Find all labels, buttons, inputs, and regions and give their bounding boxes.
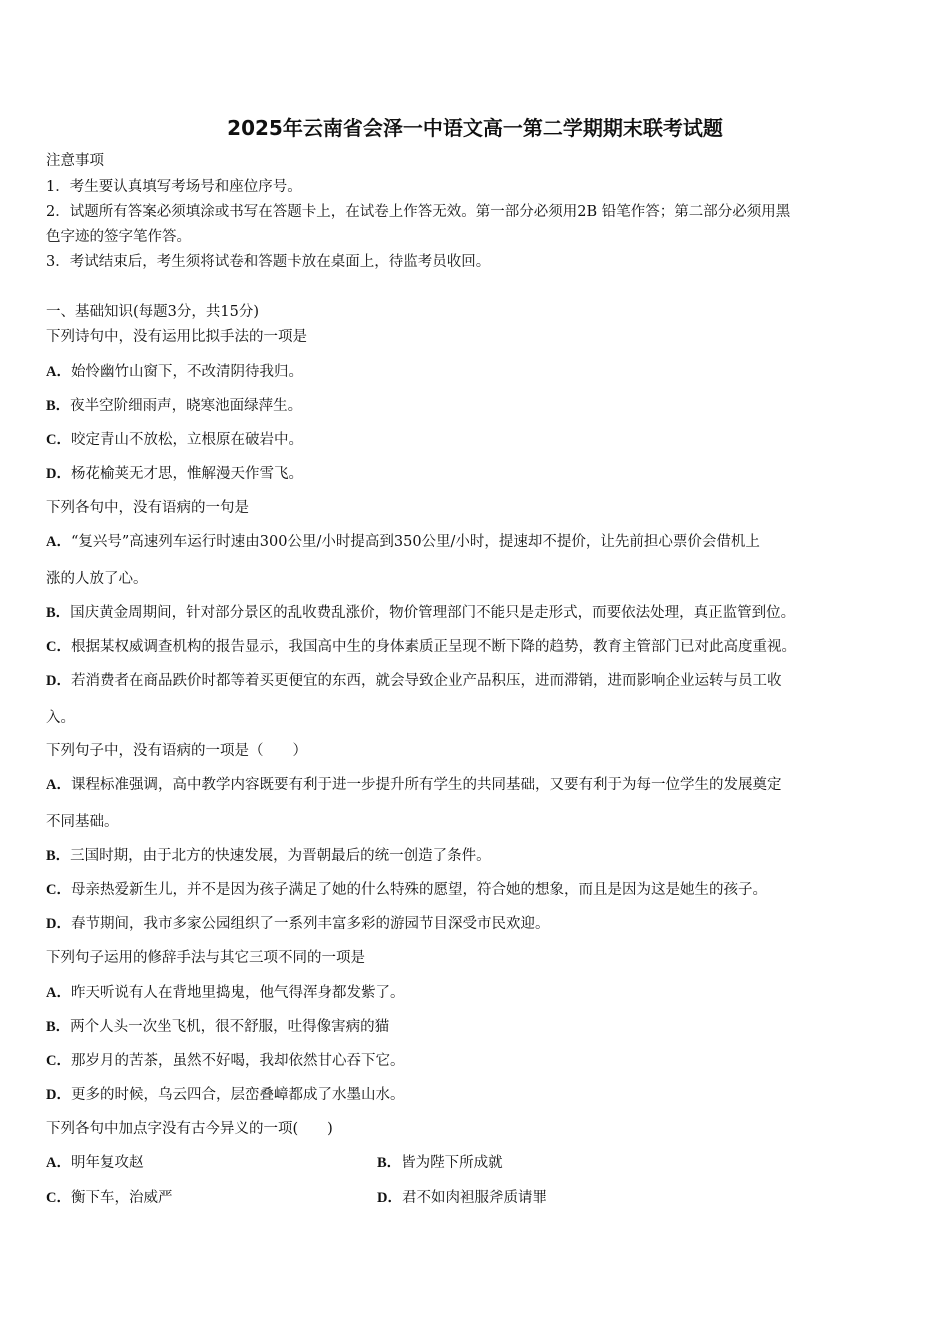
- option-letter: D．: [46, 466, 71, 482]
- option-text: 明年复攻赵: [70, 1155, 144, 1171]
- page-title: 2025年云南省会泽一中语文高一第二学期期末联考试题: [227, 116, 723, 140]
- option-text: 春节期间，我市多家公园组织了一系列丰富多彩的游园节目深受市民欢迎。: [70, 916, 550, 932]
- option: [46, 362, 303, 382]
- option: [46, 1188, 172, 1208]
- option-text: 更多的时候，乌云四合，层峦叠嶂都成了水墨山水。: [70, 1087, 405, 1103]
- option: [46, 775, 781, 795]
- option-letter: C．: [46, 432, 71, 448]
- option: [46, 1051, 404, 1071]
- option-text: 那岁月的苦茶，虽然不好喝，我却依然甘心吞下它。: [70, 1053, 405, 1069]
- option-text: 杨花榆荚无才思，惟解漫天作雪飞。: [70, 466, 303, 482]
- option-letter: C．: [46, 1053, 71, 1069]
- question-stem: 下列各句中，没有语病的一句是: [46, 500, 249, 516]
- option: [46, 1153, 143, 1173]
- option: [46, 603, 795, 623]
- option: [46, 846, 491, 866]
- option-text: 皆为陛下所成就: [401, 1155, 503, 1171]
- option-text: 昨天听说有人在背地里捣鬼，他气得浑身都发紫了。: [70, 985, 405, 1001]
- option: [46, 637, 796, 657]
- option: [46, 430, 303, 450]
- option-letter: B．: [377, 1155, 402, 1171]
- question-stem: 下列诗句中，没有运用比拟手法的一项是: [46, 329, 307, 345]
- notice-item: 色字迹的签字笔作答。: [46, 229, 191, 245]
- option-text: “复兴号”高速列车运行时速由300公里/小时提高到350公里/小时，提速却不提价，让先前担心票价会借机上: [70, 534, 760, 550]
- option-letter: A．: [46, 985, 71, 1001]
- question-stem: 下列各句中加点字没有古今异义的一项( ): [46, 1121, 333, 1137]
- option-text: 国庆黄金周期间，针对部分景区的乱收费乱涨价，物价管理部门不能只是走形式，而要依法处理，真正监管到位。: [70, 605, 796, 621]
- notice-item: 3．考试结束后，考生须将试卷和答题卡放在桌面上，待监考员收回。: [46, 254, 491, 270]
- option-letter: B．: [46, 1019, 71, 1035]
- option-letter: A．: [46, 534, 71, 550]
- option-letter: B．: [46, 398, 71, 414]
- option: [46, 1085, 404, 1105]
- option-text: 课程标准强调，高中教学内容既要有利于进一步提升所有学生的共同基础，又要有利于为每一位学生的发展奠定: [70, 777, 782, 793]
- option-letter: B．: [46, 848, 71, 864]
- option-letter: B．: [46, 605, 71, 621]
- option-letter: D．: [46, 916, 71, 932]
- option-letter: A．: [46, 364, 71, 380]
- option: [46, 1017, 389, 1037]
- option-letter: C．: [46, 882, 71, 898]
- option-letter: A．: [46, 1155, 71, 1171]
- option-letter: C．: [46, 1190, 71, 1206]
- option: [46, 671, 781, 691]
- notice-item: 1．考生要认真填写考场号和座位序号。: [46, 179, 302, 195]
- option-letter: D．: [46, 1087, 71, 1103]
- notice-heading: 注意事项: [46, 153, 104, 169]
- option: [46, 880, 767, 900]
- option-continuation: 入。: [46, 710, 75, 726]
- option: [377, 1188, 547, 1208]
- option-text: 母亲热爱新生儿，并不是因为孩子满足了她的什么特殊的愿望，符合她的想象，而且是因为这是她生的孩子。: [70, 882, 767, 898]
- option-letter: C．: [46, 639, 71, 655]
- option: [46, 396, 302, 416]
- section-heading: 一、基础知识(每题3分，共15分): [46, 304, 259, 320]
- question-stem: 下列句子运用的修辞手法与其它三项不同的一项是: [46, 950, 365, 966]
- option-text: 夜半空阶细雨声，晓寒池面绿萍生。: [70, 398, 303, 414]
- option-text: 两个人头一次坐飞机，很不舒服，吐得像害病的猫: [70, 1019, 390, 1035]
- option-letter: D．: [46, 673, 71, 689]
- option-letter: A．: [46, 777, 71, 793]
- option: [46, 983, 404, 1003]
- question-stem: 下列句子中，没有语病的一项是（ ）: [46, 743, 307, 759]
- option: [46, 532, 760, 552]
- option-continuation: 不同基础。: [46, 814, 119, 830]
- option-text: 根据某权威调查机构的报告显示，我国高中生的身体素质正呈现不断下降的趋势，教育主管部门已对此高度重视。: [70, 639, 796, 655]
- option-letter: D．: [377, 1190, 402, 1206]
- option: [46, 464, 303, 484]
- notice-item: 2．试题所有答案必须填涂或书写在答题卡上，在试卷上作答无效。第一部分必须用2B 铅笔作答；第二部分必须用黑: [46, 204, 791, 220]
- option-text: 君不如肉袒服斧质请罪: [401, 1190, 547, 1206]
- option-text: 若消费者在商品跌价时都等着买更便宜的东西，就会导致企业产品积压，进而滞销，进而影响企业运转与员工收: [70, 673, 782, 689]
- option: [377, 1153, 503, 1173]
- option: [46, 914, 549, 934]
- option-text: 始怜幽竹山窗下，不改清阴待我归。: [70, 364, 303, 380]
- option-continuation: 涨的人放了心。: [46, 571, 148, 587]
- option-text: 衡下车，治威严: [70, 1190, 173, 1206]
- option-text: 咬定青山不放松，立根原在破岩中。: [70, 432, 303, 448]
- option-text: 三国时期，由于北方的快速发展，为晋朝最后的统一创造了条件。: [70, 848, 491, 864]
